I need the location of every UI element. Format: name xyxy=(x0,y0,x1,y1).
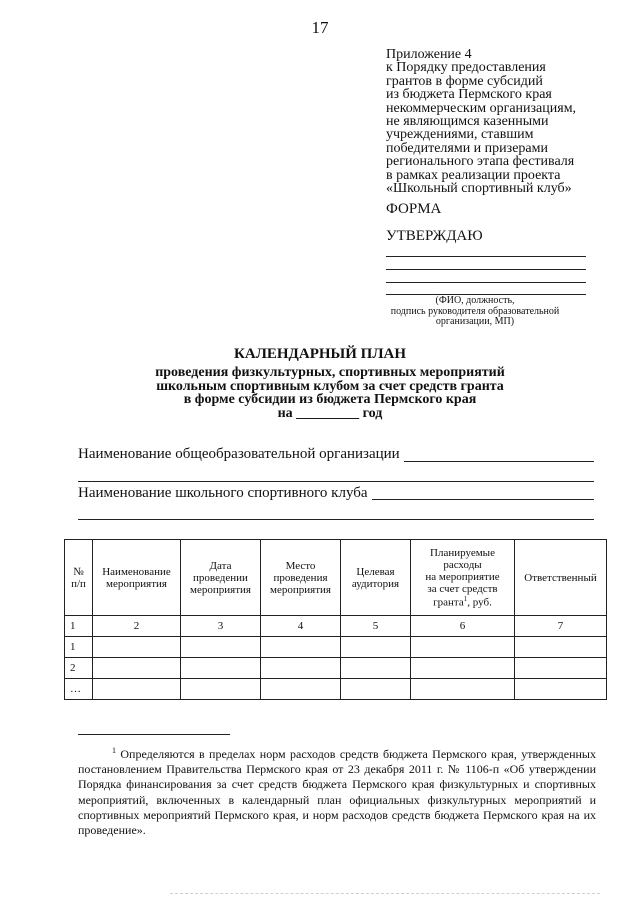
table-cell xyxy=(261,637,341,658)
club-name-fill-line xyxy=(372,499,594,500)
subtitle-line: в форме субсидии из бюджета Пермского края xyxy=(183,392,477,407)
header-date: Дата проведении мероприятия xyxy=(181,540,261,616)
approval-caption-line: организации, МП) xyxy=(435,316,515,327)
table-cell xyxy=(411,658,515,679)
appendix-line: грантов в форме субсидий xyxy=(386,73,543,89)
table-cell xyxy=(341,679,411,700)
table-cell: 6 xyxy=(411,616,515,637)
approval-signature-line xyxy=(386,269,586,270)
table-cell xyxy=(515,679,607,700)
approval-caption xyxy=(382,296,568,328)
header-event-name: Наименование мероприятия xyxy=(93,540,181,616)
approval-caption-line: подпись руководителя образовательной xyxy=(390,305,560,317)
org-name-fill-line-2 xyxy=(78,481,594,482)
table-row xyxy=(65,679,607,700)
appendix-line: победителями и призерами xyxy=(386,140,548,156)
table-cell: 1 xyxy=(65,637,93,658)
table-cell: 2 xyxy=(93,616,181,637)
form-label: ФОРМА xyxy=(386,201,442,217)
document-subtitle xyxy=(90,366,570,420)
table-cell xyxy=(515,658,607,679)
approval-caption-line: (ФИО, должность, xyxy=(435,295,515,306)
header-expenses-suffix: , руб. xyxy=(467,596,492,609)
approval-signature-line xyxy=(386,282,586,283)
table-cell xyxy=(181,658,261,679)
org-name-label: Наименование общеобразовательной организации xyxy=(78,446,400,462)
table-cell xyxy=(261,658,341,679)
header-audience: Целевая аудитория xyxy=(341,540,411,616)
appendix-line: в рамках реализации проекта xyxy=(386,167,561,183)
table-cell: 4 xyxy=(261,616,341,637)
header-expenses-text: Планируемые расходы на мероприятие за счет средств гранта xyxy=(425,546,500,609)
subtitle-line: проведения физкультурных, спортивных мероприятий xyxy=(155,365,505,380)
footnote xyxy=(78,743,596,838)
table-cell xyxy=(181,637,261,658)
approval-signature-line xyxy=(386,256,586,257)
appendix-line: «Школьный спортивный клуб» xyxy=(386,181,572,197)
club-name-label: Наименование школьного спортивного клуба xyxy=(78,485,368,501)
org-name-fill-line xyxy=(404,461,594,462)
table-cell: 1 xyxy=(65,616,93,637)
table-row xyxy=(65,658,607,679)
table-cell xyxy=(411,637,515,658)
header-place: Место проведения мероприятия xyxy=(261,540,341,616)
table-cell xyxy=(411,679,515,700)
appendix-line: из бюджета Пермского края xyxy=(386,87,552,103)
table-cell: 7 xyxy=(515,616,607,637)
table-cell: … xyxy=(65,679,93,700)
table-cell xyxy=(93,637,181,658)
footnote-mark: 1 xyxy=(112,746,116,755)
appendix-reference xyxy=(386,48,606,195)
header-number: № п/п xyxy=(65,540,93,616)
header-expenses xyxy=(411,540,515,616)
calendar-plan-table xyxy=(64,539,607,700)
table-cell xyxy=(341,658,411,679)
appendix-line: учреждениями, ставшим xyxy=(386,127,534,143)
footnote-separator xyxy=(78,734,230,735)
appendix-line: не являющимся казенными xyxy=(386,114,549,130)
table-cell: 2 xyxy=(65,658,93,679)
table-cell: 5 xyxy=(341,616,411,637)
subtitle-line: на _________ год xyxy=(277,405,383,421)
table-cell xyxy=(261,679,341,700)
table-cell xyxy=(93,658,181,679)
table-cell xyxy=(181,679,261,700)
table-cell: 3 xyxy=(181,616,261,637)
scan-edge-mark xyxy=(170,893,600,894)
table-cell xyxy=(515,637,607,658)
table-row xyxy=(65,616,607,637)
page-number: 17 xyxy=(311,18,329,37)
club-name-fill-line-2 xyxy=(78,519,594,520)
appendix-line: Приложение 4 xyxy=(386,47,472,62)
table-header-row xyxy=(65,540,607,616)
header-responsible: Ответственный xyxy=(515,540,607,616)
table-cell xyxy=(341,637,411,658)
document-title: КАЛЕНДАРНЫЙ ПЛАН xyxy=(233,346,407,362)
table-row xyxy=(65,637,607,658)
footnote-text: Определяются в пределах норм расходов средств бюджета Пермского края, утвержденных постановлением Правительства Пермского края от 23 декабря 2011 г. № 1106-п «Об утверждении Порядка финансирования за счет средств бюджета Пермского края физкультурных и спортивных мероприятий, включенных в календарный план официальных физкультурных мероприятий и спортивных мероприятий Пермского края, и норм расходов средств бюджета Пермского края на их проведение». xyxy=(78,747,596,838)
approval-label: УТВЕРЖДАЮ xyxy=(386,228,483,244)
table-cell xyxy=(93,679,181,700)
appendix-line: к Порядку предоставления xyxy=(386,60,546,76)
appendix-line: регионального этапа фестиваля xyxy=(386,154,575,170)
header-footnote-mark: 1 xyxy=(463,594,468,603)
appendix-line: некоммерческим организациям, xyxy=(386,100,577,116)
subtitle-line: школьным спортивным клубом за счет средств гранта xyxy=(156,378,504,394)
